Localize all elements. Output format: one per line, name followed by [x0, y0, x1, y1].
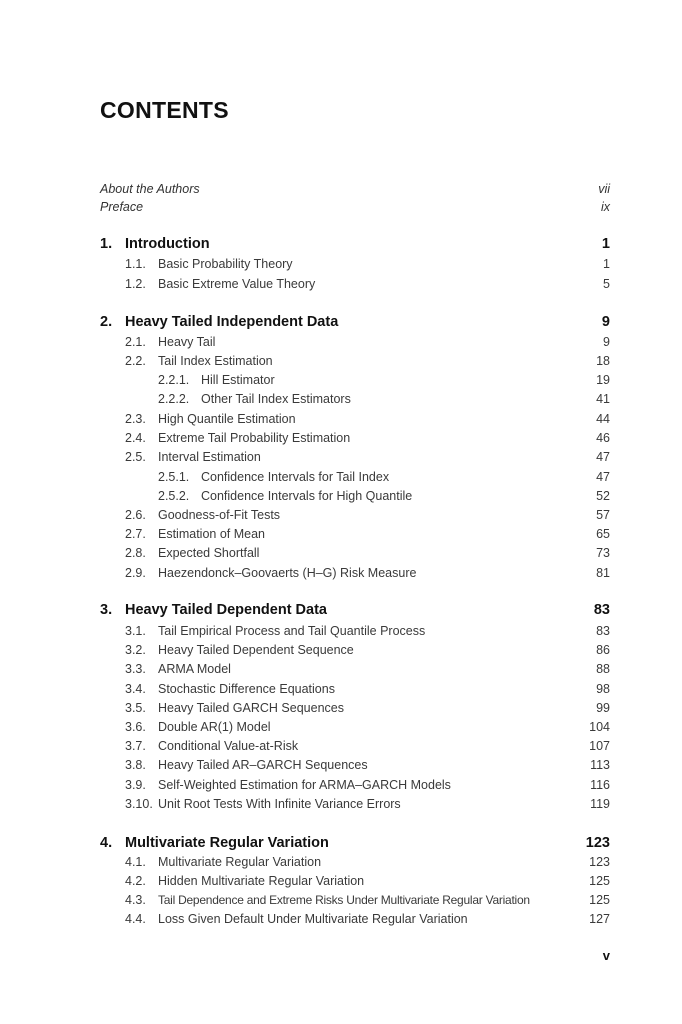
section-title: Haezendonck–Goovaerts (H–G) Risk Measure: [158, 566, 417, 580]
toc-chapter-1[interactable]: [0, 235, 682, 253]
section-title: Conditional Value-at-Risk: [158, 739, 299, 753]
toc-section[interactable]: [0, 910, 682, 928]
section-number: 2.9.: [125, 566, 146, 580]
toc-section[interactable]: [0, 448, 682, 466]
section-number: 3.9.: [125, 778, 146, 792]
toc-section[interactable]: [0, 737, 682, 755]
entry-title: Preface: [100, 200, 144, 214]
toc-section[interactable]: [0, 525, 682, 543]
section-title: Heavy Tail: [158, 335, 216, 349]
section-page: 86: [596, 643, 610, 657]
page-number: v: [602, 948, 610, 963]
section-page: 5: [603, 277, 610, 291]
section-number: 1.2.: [125, 277, 146, 291]
toc-chapter-3[interactable]: [0, 601, 682, 619]
section-title: Heavy Tailed Dependent Sequence: [158, 643, 354, 657]
toc-subsection[interactable]: [0, 487, 682, 505]
section-number: 4.3.: [125, 893, 146, 907]
section-title: Goodness-of-Fit Tests: [158, 508, 281, 522]
toc-section[interactable]: [0, 660, 682, 678]
chapter-title: Heavy Tailed Independent Data: [125, 314, 339, 330]
section-number: 4.4.: [125, 912, 146, 926]
section-title: Heavy Tailed AR–GARCH Sequences: [158, 758, 368, 772]
entry-page: vii: [598, 182, 610, 196]
section-number: 2.2.: [125, 354, 146, 368]
toc-section[interactable]: [0, 718, 682, 736]
toc-section[interactable]: [0, 622, 682, 640]
toc-front-matter-entry[interactable]: [0, 198, 682, 216]
section-page: 83: [596, 624, 610, 638]
section-number: 3.2.: [125, 643, 146, 657]
section-number: 4.1.: [125, 855, 146, 869]
toc-section[interactable]: [0, 699, 682, 717]
section-title: Loss Given Default Under Multivariate Regular Variation: [158, 912, 468, 926]
subsection-number: 2.2.2.: [158, 392, 190, 406]
section-page: 98: [596, 682, 610, 696]
section-page: 9: [603, 335, 610, 349]
section-page: 57: [596, 508, 610, 522]
section-number: 2.4.: [125, 431, 146, 445]
section-page: 46: [596, 431, 610, 445]
entry-page: ix: [600, 200, 610, 214]
section-number: 3.7.: [125, 739, 146, 753]
section-title: Basic Extreme Value Theory: [158, 277, 316, 291]
section-number: 3.8.: [125, 758, 146, 772]
section-title: Double AR(1) Model: [158, 720, 271, 734]
section-page: 18: [596, 354, 610, 368]
toc-chapter-4[interactable]: [0, 834, 682, 852]
toc-front-matter-entry[interactable]: [0, 180, 682, 198]
section-number: 2.7.: [125, 527, 146, 541]
chapter-title: Introduction: [125, 236, 210, 252]
section-title: Tail Index Estimation: [158, 354, 273, 368]
section-page: 65: [596, 527, 610, 541]
section-number: 2.3.: [125, 412, 146, 426]
section-title: Interval Estimation: [158, 450, 261, 464]
toc-section[interactable]: [0, 872, 682, 890]
section-page: 123: [589, 855, 610, 869]
subsection-title: Hill Estimator: [201, 373, 275, 387]
section-title: Tail Empirical Process and Tail Quantile Process: [158, 624, 426, 638]
section-page: 81: [596, 566, 610, 580]
toc-chapter-2[interactable]: [0, 313, 682, 331]
section-page: 107: [589, 739, 610, 753]
toc-section[interactable]: [0, 429, 682, 447]
toc-section[interactable]: [0, 506, 682, 524]
section-title: Stochastic Difference Equations: [158, 682, 335, 696]
section-number: 1.1.: [125, 257, 146, 271]
section-page: 88: [596, 662, 610, 676]
section-number: 3.4.: [125, 682, 146, 696]
section-page: 113: [590, 758, 610, 772]
section-title: Expected Shortfall: [158, 546, 260, 560]
toc-subsection[interactable]: [0, 468, 682, 486]
chapter-title: Heavy Tailed Dependent Data: [125, 602, 327, 618]
subsection-number: 2.2.1.: [158, 373, 190, 387]
subsection-page: 47: [596, 470, 610, 484]
chapter-page: 1: [601, 236, 610, 252]
section-number: 2.6.: [125, 508, 146, 522]
toc-section[interactable]: [0, 795, 682, 813]
subsection-title: Confidence Intervals for Tail Index: [201, 470, 390, 484]
toc-section[interactable]: [0, 756, 682, 774]
section-title: Multivariate Regular Variation: [158, 855, 322, 869]
toc-section[interactable]: [0, 891, 682, 909]
section-title: Hidden Multivariate Regular Variation: [158, 874, 365, 888]
subsection-page: 52: [596, 489, 610, 503]
chapter-title: Multivariate Regular Variation: [125, 835, 329, 851]
toc-section[interactable]: [0, 776, 682, 794]
toc-section[interactable]: [0, 275, 682, 293]
section-title: ARMA Model: [158, 662, 231, 676]
section-page: 116: [590, 778, 610, 792]
section-number: 2.8.: [125, 546, 146, 560]
section-title: Extreme Tail Probability Estimation: [158, 431, 351, 445]
section-page: 44: [596, 412, 610, 426]
toc-section[interactable]: [0, 410, 682, 428]
chapter-number: 1.: [100, 236, 113, 252]
chapter-page: 83: [593, 602, 610, 618]
section-title: Unit Root Tests With Infinite Variance Errors: [158, 797, 401, 811]
subsection-page: 19: [596, 373, 610, 387]
subsection-number: 2.5.2.: [158, 489, 190, 503]
section-number: 2.1.: [125, 335, 146, 349]
section-page: 99: [596, 701, 610, 715]
chapter-number: 4.: [100, 835, 113, 851]
section-number: 3.3.: [125, 662, 146, 676]
subsection-page: 41: [596, 392, 610, 406]
toc-subsection[interactable]: [0, 371, 682, 389]
chapter-page: 123: [585, 835, 610, 851]
section-number: 3.6.: [125, 720, 146, 734]
toc-section[interactable]: [0, 255, 682, 273]
section-title: Heavy Tailed GARCH Sequences: [158, 701, 344, 715]
subsection-number: 2.5.1.: [158, 470, 190, 484]
toc-section[interactable]: [0, 333, 682, 351]
section-number: 2.5.: [125, 450, 146, 464]
chapter-number: 2.: [100, 314, 113, 330]
section-page: 1: [603, 257, 610, 271]
section-page: 125: [589, 874, 610, 888]
toc-section[interactable]: [0, 544, 682, 562]
toc-section[interactable]: [0, 564, 682, 582]
toc-section[interactable]: [0, 680, 682, 698]
toc-section[interactable]: [0, 641, 682, 659]
section-title: Basic Probability Theory: [158, 257, 293, 271]
section-page: 73: [596, 546, 610, 560]
section-page: 119: [590, 797, 610, 811]
chapter-number: 3.: [100, 602, 113, 618]
section-number: 3.10.: [125, 797, 153, 811]
section-title: Self-Weighted Estimation for ARMA–GARCH Models: [158, 778, 451, 792]
section-title: High Quantile Estimation: [158, 412, 296, 426]
entry-title: About the Authors: [100, 182, 200, 196]
section-title: Tail Dependence and Extreme Risks Under Multivariate Regular Variation: [158, 893, 530, 907]
toc-section[interactable]: [0, 853, 682, 871]
section-number: 3.1.: [125, 624, 146, 638]
section-number: 4.2.: [125, 874, 146, 888]
section-page: 47: [596, 450, 610, 464]
section-number: 3.5.: [125, 701, 146, 715]
section-page: 125: [589, 893, 610, 907]
toc-subsection[interactable]: [0, 390, 682, 408]
section-page: 127: [589, 912, 610, 926]
toc-section[interactable]: [0, 352, 682, 370]
subsection-title: Confidence Intervals for High Quantile: [201, 489, 413, 503]
section-title: Estimation of Mean: [158, 527, 265, 541]
page-title: CONTENTS: [100, 97, 229, 123]
section-page: 104: [589, 720, 610, 734]
subsection-title: Other Tail Index Estimators: [201, 392, 351, 406]
chapter-page: 9: [601, 314, 610, 330]
